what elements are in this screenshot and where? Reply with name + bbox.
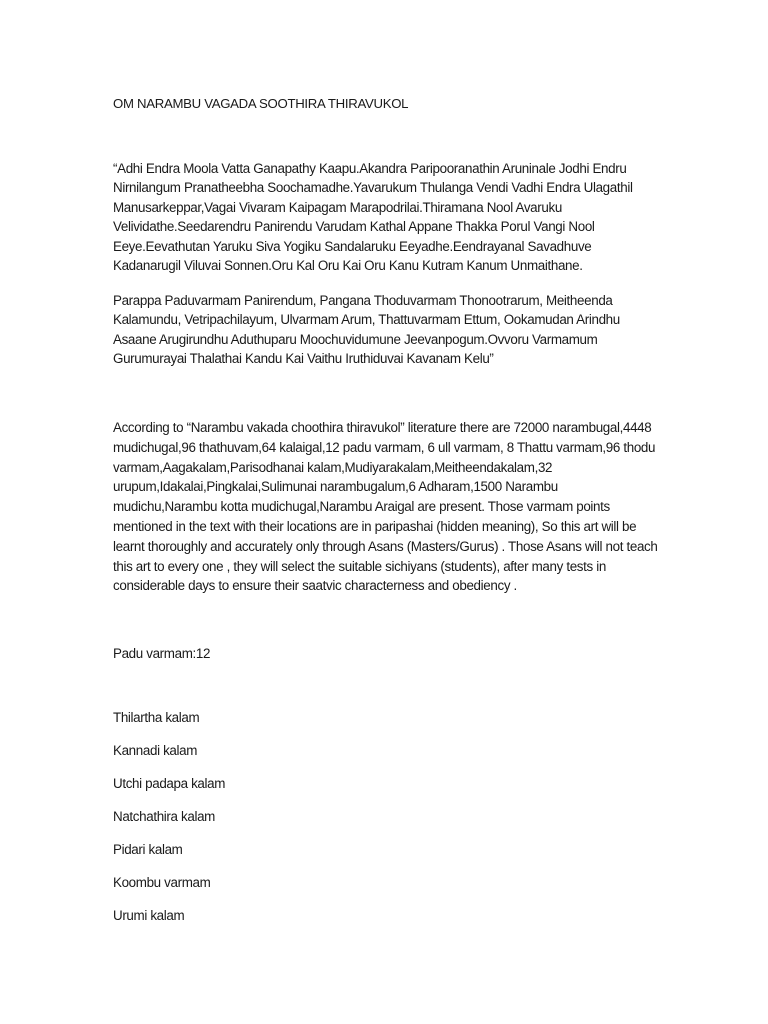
list-item: Kannadi kalam [113,743,198,758]
list-item: Pidari kalam [113,842,183,857]
section-heading: Padu varmam:12 [113,646,211,661]
padu-varmam-list [113,708,225,939]
list-item: Urumi kalam [113,908,185,923]
description-paragraph: According to “Narambu vakada choothira thiravukol” literature there are 72000 narambugal,4448 mudichugal,96 thathuvam,64 kalaigal,12 padu varmam, 6 ull varmam, 8 Thattu varmam,96 thodu varmam,Aagakalam,Parisodhanai kalam,Mudiyarakalam,Meitheendakalam,32 urupum,Idakalai,Pingkalai,Sulimunai narambugalum,6 Adharam,1500 Narambu mudichu,Narambu kotta mudichugal,Narambu Araigal are present. Those varmam points mentioned in the text with their locations are in paripashai (hidden meaning), So this art will be learnt thoroughly and accurately only through Asans (Masters/Gurus) . Those Asans will not teach this art to every one , they will select the suitable sichiyans (students), after many tests in considerable days to ensure their saatvic characterness and obediency . [113,420,658,594]
list-item: Natchathira kalam [113,809,215,824]
verse-paragraph-1: “Adhi Endra Moola Vatta Ganapathy Kaapu.Akandra Paripooranathin Aruninale Jodhi Endru Nirnilangum Pranatheebha Soochamadhe.Yavarukum Thulanga Vendi Vadhi Endra Ulagathil Manusarkeppar,Vagai Vivaram Kaipagam Marapodrilai.Thiramana Nool Avaruku Velividathe.Seedarendru Panirendu Varudam Kathal Appane Thakka Porul Vangi Nool Eeye.Eevathutan Yaruku Siva Yogiku Sandalaruku Eeyadhe.Eendrayanal Savadhuve Kadanarugil Viluvai Sonnen.Oru Kal Oru Kai Oru Kanu Kutram Kanum Unmaithane. [113,161,633,274]
list-item: Utchi padapa kalam [113,776,226,791]
list-item: Koombu varmam [113,875,211,890]
list-item: Thilartha kalam [113,710,200,725]
document-title: OM NARAMBU VAGADA SOOTHIRA THIRAVUKOL [113,96,409,111]
verse-paragraph-2: Parappa Paduvarmam Panirendum, Pangana Thoduvarmam Thonootrarum, Meitheenda Kalamundu, Vetripachilayum, Ulvarmam Arum, Thattuvarmam Ettum, Ookamudan Arindhu Asaane Arugirundhu Aduthuparu Moochuvidumune Jeevanpogum.Ovvoru Varmamum Gurumurayai Thalathai Kandu Kai Vaithu Iruthiduvai Kavanam Kelu” [113,293,620,367]
